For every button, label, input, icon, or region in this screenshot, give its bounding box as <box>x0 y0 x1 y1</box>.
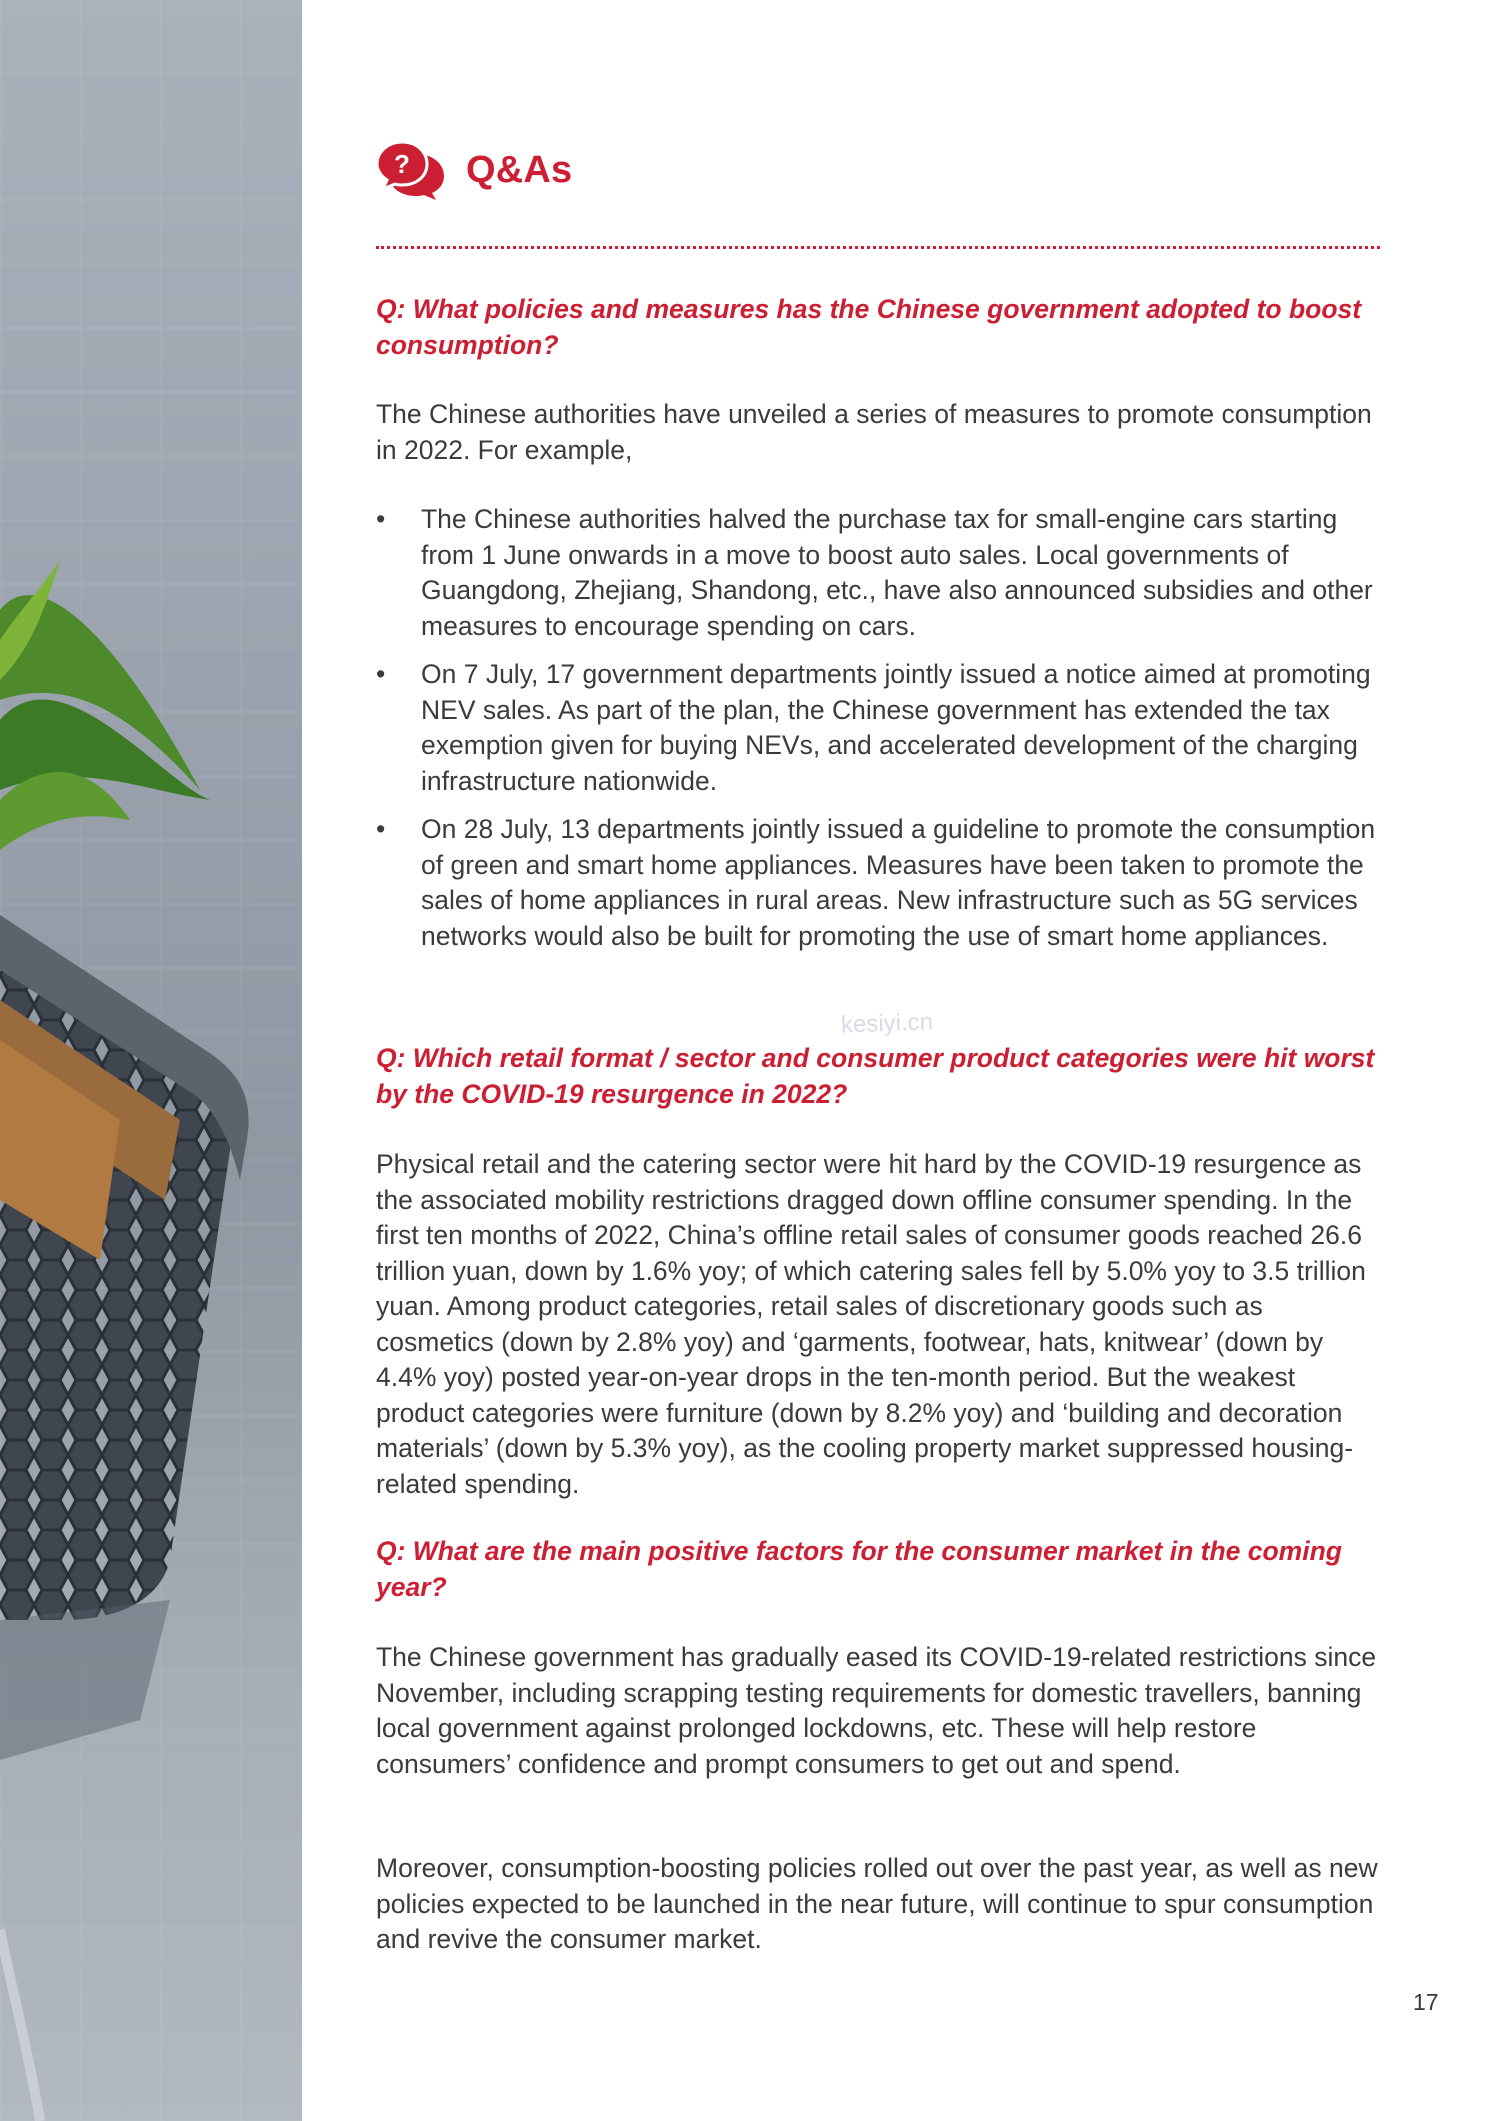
answer-2-paragraph: Physical retail and the catering sector were hit hard by the COVID-19 resurgence as the associated mobility restrictions dragged down offline consumer spending. In the first ten months of 2022, China’s offline retail sales of consumer goods reached 26.6 trillion yuan, down by 1.6% yoy; of which catering sales fell by 5.0% yoy to 3.5 trillion yuan. Among product categories, retail sales of discretionary goods such as cosmetics (down by 2.8% yoy) and ‘garments, footwear, hats, knitwear’ (down by 4.4% yoy) posted year-on-year drops in the ten-month period. But the weakest product categories were furniture (down by 8.2% yoy) and ‘building and decoration materials’ (down by 5.3% yoy), as the cooling property market suppressed housing-related spending. <box>376 1149 1366 1499</box>
basket-illustration <box>0 0 302 2121</box>
svg-text:?: ? <box>394 149 410 179</box>
list-item-text: The Chinese authorities halved the purchase tax for small-engine cars starting from 1 June onwards in a move to boost auto sales. Local governments of Guangdong, Zhejiang, Shandong, etc., have also announced subsidies and other measures to encourage spending on cars. <box>421 504 1373 641</box>
speech-bubbles-question-icon <box>376 140 446 200</box>
question-3: Q: What are the main positive factors for the consumer market in the coming year? <box>376 1536 1342 1602</box>
page-title: Q&As <box>466 148 573 191</box>
list-item <box>376 657 1380 799</box>
page-number: 17 <box>1413 1989 1439 2015</box>
bullet-icon: • <box>376 504 386 534</box>
list-item <box>376 502 1380 644</box>
bullet-icon: • <box>376 814 386 844</box>
policy-list <box>376 502 1380 967</box>
cover-photo-shopping-basket <box>0 0 302 2121</box>
bullet-icon: • <box>376 659 386 689</box>
dotted-divider <box>376 246 1380 250</box>
answer-1-intro: The Chinese authorities have unveiled a series of measures to promote consumption in 2022. For example, <box>376 399 1372 465</box>
question-2: Q: Which retail format / sector and consumer product categories were hit worst by the COVID-19 resurgence in 2022? <box>376 1043 1375 1109</box>
answer-3-paragraph-1: The Chinese government has gradually eased its COVID-19-related restrictions since November, including scrapping testing requirements for domestic travellers, banning local government against prolonged lockdowns, etc. These will help restore consumers’ confidence and prompt consumers to get out and spend. <box>376 1642 1377 1779</box>
list-item-text: On 28 July, 13 departments jointly issued a guideline to promote the consumption of green and smart home appliances. Measures have been taken to promote the sales of home appliances in rural areas. New infrastructure such as 5G services networks would also be built for promoting the use of smart home appliances. <box>421 814 1376 951</box>
answer-3-paragraph-2: Moreover, consumption-boosting policies rolled out over the past year, as well as new policies expected to be launched in the near future, will continue to spur consumption and revive the consumer market. <box>376 1853 1378 1954</box>
list-item-text: On 7 July, 17 government departments jointly issued a notice aimed at promoting NEV sales. As part of the plan, the Chinese government has extended the tax exemption given for buying NEVs, and accelerated development of the charging infrastructure nationwide. <box>421 659 1371 796</box>
question-1: Q: What policies and measures has the Chinese government adopted to boost consumption? <box>376 294 1362 360</box>
qa-content <box>376 0 1380 2121</box>
list-item <box>376 812 1380 954</box>
watermark: kesiyi.cn <box>840 1008 934 1039</box>
section-header <box>376 138 572 202</box>
